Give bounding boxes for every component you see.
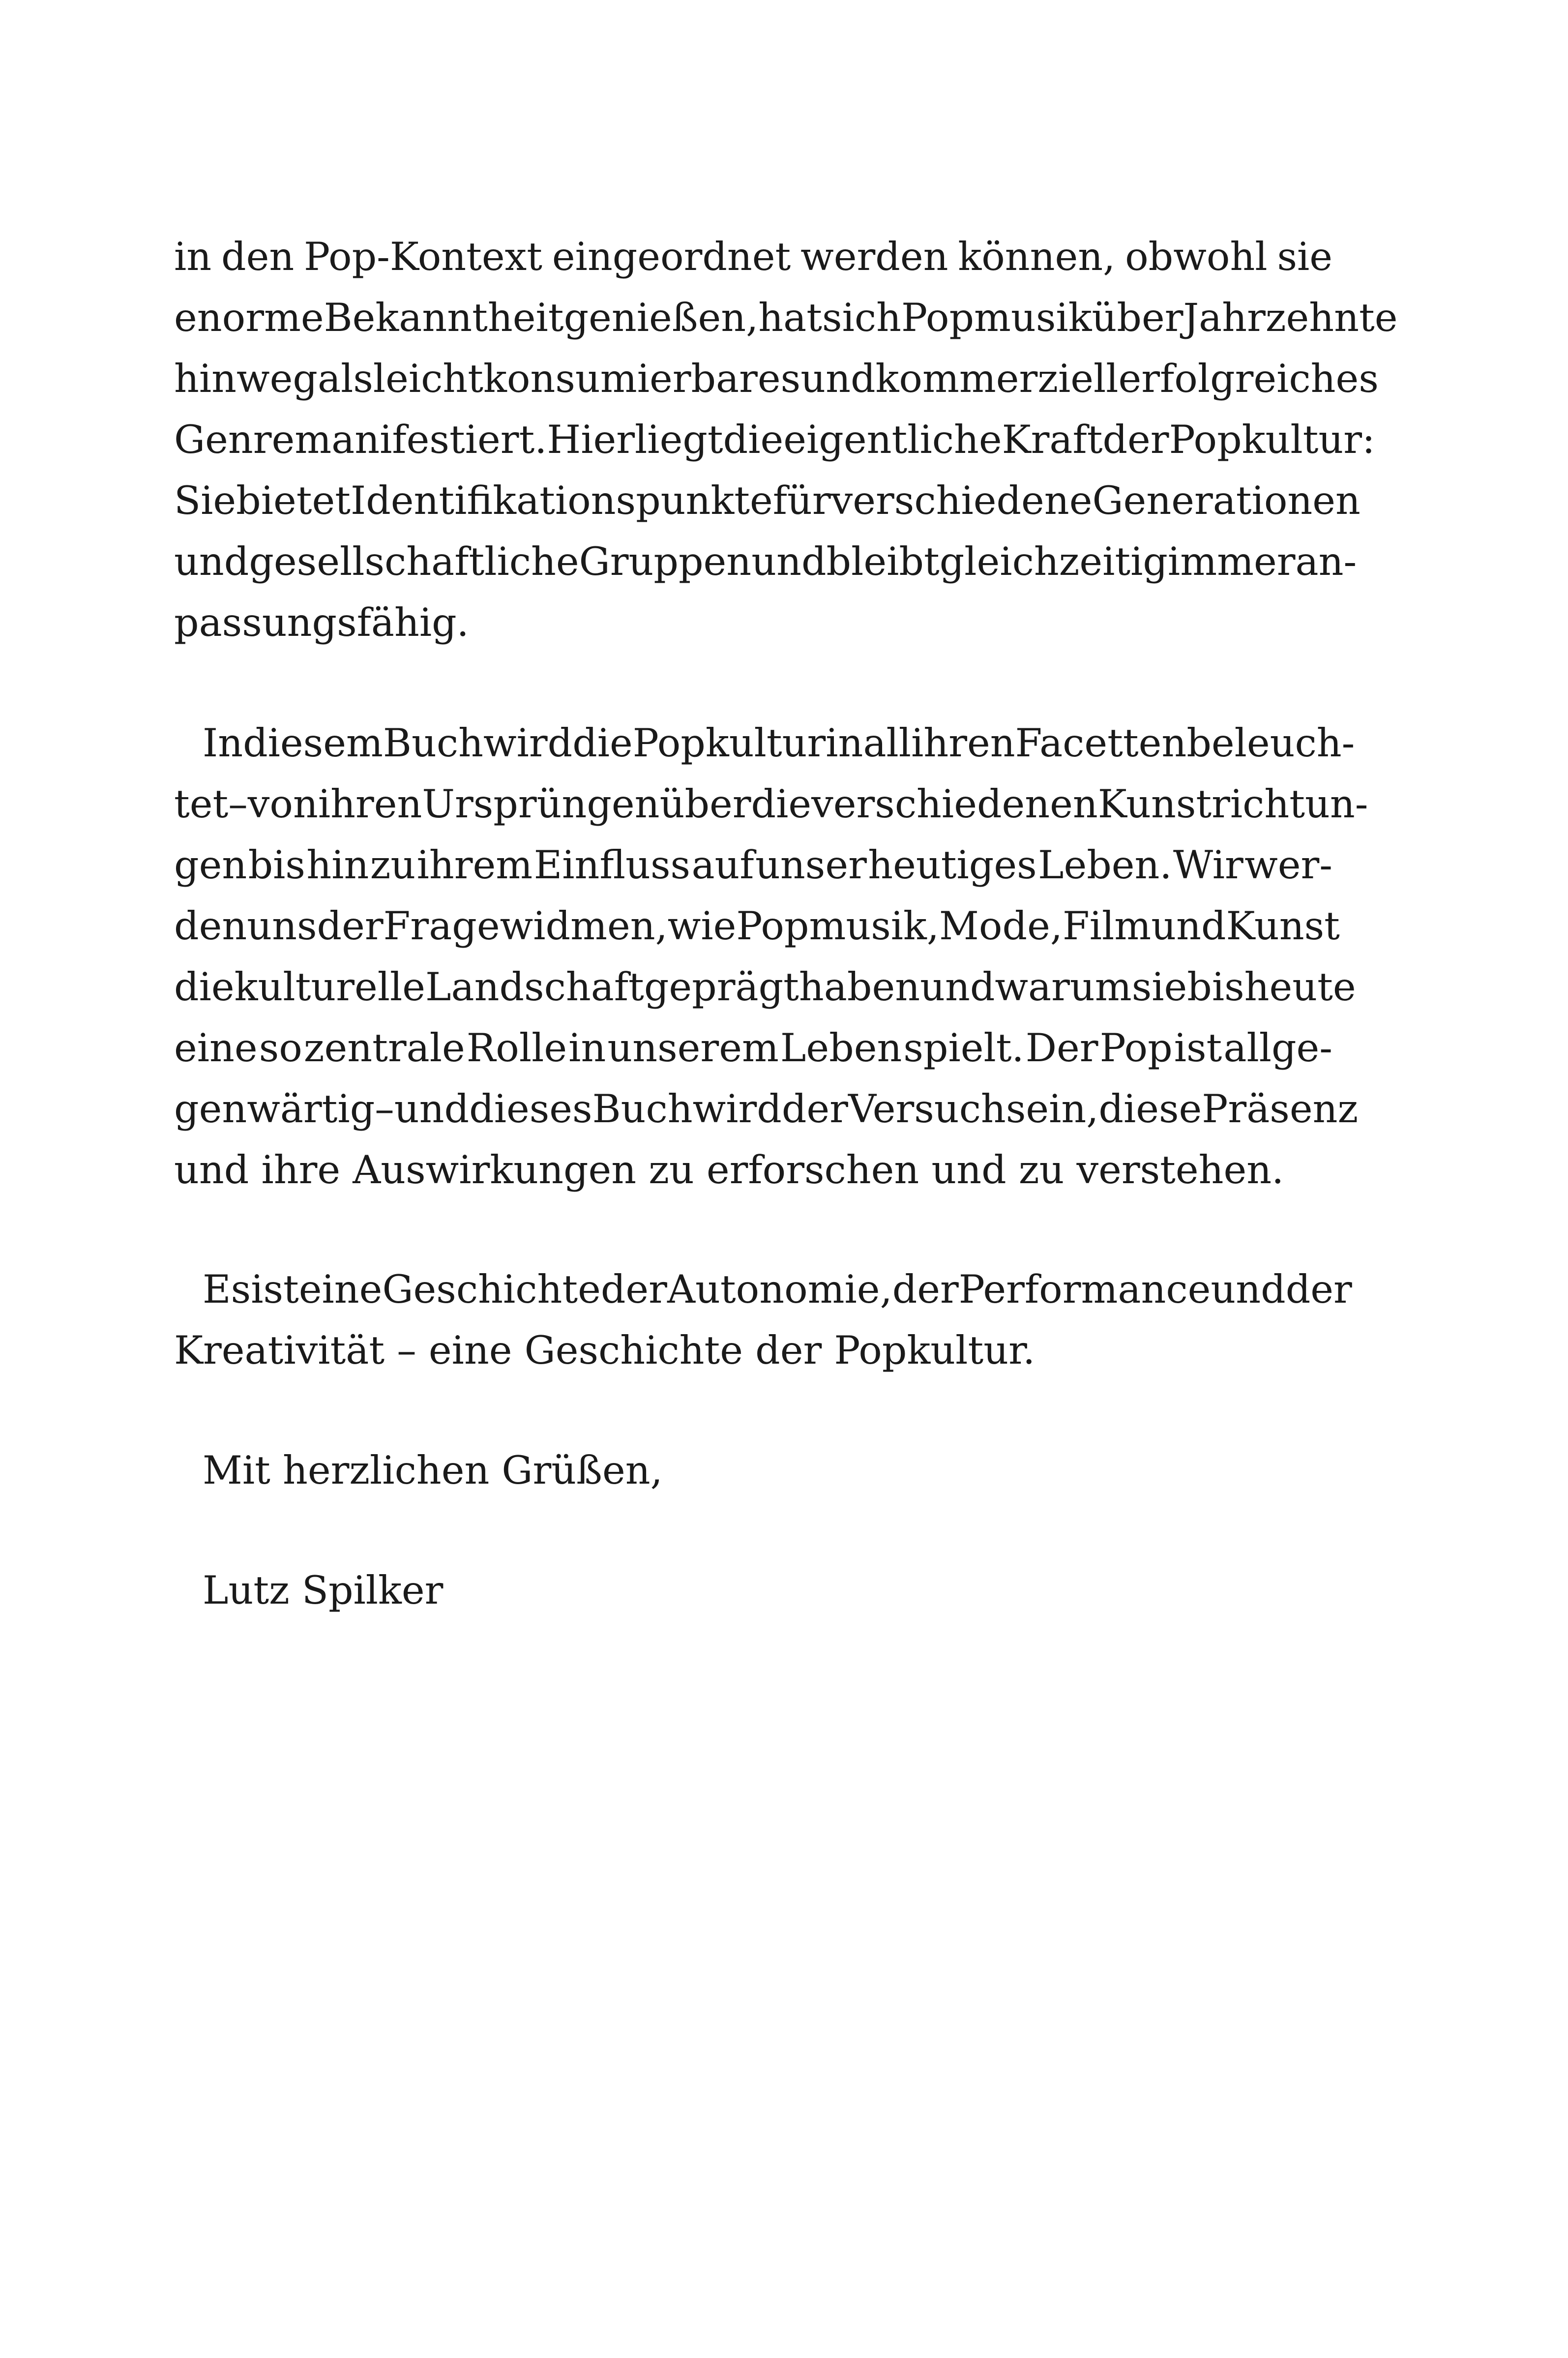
word: Performance [958, 1267, 1211, 1312]
paragraph-line [174, 774, 1368, 835]
paragraph-line [174, 531, 1357, 592]
word: konsumierbares [483, 356, 801, 401]
word: in [568, 1025, 606, 1071]
paragraph-line [174, 287, 1398, 348]
word: auf [691, 842, 754, 888]
word: können, [958, 234, 1116, 279]
word: und [394, 1086, 470, 1132]
word: und [751, 539, 827, 584]
word: ihren [318, 781, 422, 827]
word: Präsenz [1202, 1086, 1359, 1132]
paragraph-line [174, 1017, 1332, 1078]
word: In [203, 720, 243, 766]
word: den [221, 234, 295, 279]
word: widmen, [500, 903, 668, 949]
paragraph-line [174, 835, 1332, 895]
word: dieses [469, 1086, 592, 1132]
word: immer [1167, 539, 1296, 584]
word: der [1285, 1267, 1352, 1312]
word: Versuch [848, 1086, 1006, 1132]
word: über [1092, 295, 1183, 340]
word: geprägt [644, 964, 799, 1010]
word: ist [251, 1267, 299, 1312]
word: und [1151, 903, 1226, 949]
word: Kunstrichtun- [1097, 781, 1368, 827]
word: ist [1174, 1025, 1222, 1071]
word: Popkultur: [1169, 417, 1375, 462]
word: die [751, 781, 812, 827]
word: spielt. [903, 1025, 1024, 1071]
word: Autonomie, [667, 1267, 892, 1312]
word: Film [1062, 903, 1152, 949]
closing-greeting [174, 1440, 1332, 1501]
paragraph-line: passungsfähig. [174, 600, 469, 645]
word: sein, [1006, 1086, 1099, 1132]
word: der [892, 1267, 959, 1312]
word: leicht [373, 356, 484, 401]
word: Bekanntheit [324, 295, 564, 340]
word: Landschaft [425, 964, 644, 1010]
paragraph-line [174, 1078, 1359, 1139]
word: die [572, 720, 633, 766]
paragraph-2 [174, 713, 1368, 1200]
word: all [863, 720, 912, 766]
word: Ursprüngen [422, 781, 660, 827]
word: verschiedene [830, 478, 1093, 523]
word: enorme [174, 295, 324, 340]
word: in [826, 720, 863, 766]
word: erfolgreiches [1118, 356, 1379, 401]
word: Pop [1099, 1025, 1173, 1071]
word: gesellschaftliche [249, 539, 579, 584]
paragraph-line: Kreativität – eine Geschichte der Popkultur. [174, 1328, 1035, 1373]
word: wird [483, 720, 573, 766]
word: heutiges [868, 842, 1037, 888]
word: Popkultur [632, 720, 826, 766]
word: verschiedenen [811, 781, 1098, 827]
word: Popmusik, [736, 903, 940, 949]
word: die [174, 964, 235, 1010]
paragraph-line [174, 470, 1361, 531]
closing-greeting-text: Mit herzlichen Grüßen, [203, 1448, 663, 1493]
word: Hier [547, 417, 635, 462]
word: liegt [635, 417, 723, 462]
word: Leben. [1038, 842, 1172, 888]
paragraph-line [174, 956, 1356, 1017]
word: werden [800, 234, 948, 279]
word: bleibt [826, 539, 940, 584]
word: unserem [607, 1025, 779, 1071]
word: diesem [243, 720, 383, 766]
word: kommerziell [875, 356, 1119, 401]
word: warum [995, 964, 1132, 1010]
word: Jahrzehnte [1183, 295, 1398, 340]
word: Wir [1173, 842, 1243, 888]
paragraph-line: und ihre Auswirkungen zu erforschen und zu verstehen. [174, 1147, 1284, 1193]
word: eine [174, 1025, 258, 1071]
word: Gruppen [579, 539, 752, 584]
paragraph-line [174, 895, 1340, 956]
word: der [781, 1086, 848, 1132]
word: uns [247, 903, 317, 949]
word: und [800, 356, 876, 401]
word: die [723, 417, 784, 462]
word: ihren [911, 720, 1015, 766]
word: an- [1295, 539, 1357, 584]
word: Genre [174, 417, 295, 462]
word: tet [174, 781, 229, 827]
word: zentrale [303, 1025, 465, 1071]
word: gleichzeitig [939, 539, 1168, 584]
word: manifestiert. [295, 417, 547, 462]
word: genießen, [563, 295, 759, 340]
word: kulturelle [234, 964, 426, 1010]
word: heute [1244, 964, 1356, 1010]
word: wie [667, 903, 737, 949]
word: Kunst [1226, 903, 1340, 949]
word: Pop-Kontext [304, 234, 542, 279]
word: haben [799, 964, 920, 1010]
word: der [600, 1267, 667, 1312]
word: genwärtig [174, 1086, 375, 1132]
word: Frage [383, 903, 500, 949]
author-signature [174, 1560, 1332, 1621]
paragraph-line [174, 713, 1355, 774]
word: zu [370, 842, 416, 888]
word: Buch [383, 720, 483, 766]
paragraph-line [174, 348, 1379, 409]
word: Generationen [1092, 478, 1361, 523]
paragraph-line [174, 409, 1375, 470]
word: eingeordnet [552, 234, 791, 279]
word: hinweg [174, 356, 318, 401]
word: Facetten [1015, 720, 1187, 766]
word: Rolle [466, 1025, 567, 1071]
word: Einfluss [533, 842, 691, 888]
word: bietet [236, 478, 351, 523]
paragraph-1 [174, 226, 1398, 653]
word: eine [298, 1267, 383, 1312]
word: Leben [780, 1025, 902, 1071]
word: als [317, 356, 373, 401]
word: über [659, 781, 751, 827]
word: obwohl [1125, 234, 1268, 279]
word: für [772, 478, 831, 523]
word: und [920, 964, 995, 1010]
word: hat [758, 295, 823, 340]
word: Popmusik [901, 295, 1092, 340]
word: und [174, 539, 249, 584]
word: Mode, [939, 903, 1063, 949]
word: Identifikationspunkte [350, 478, 773, 523]
word: hin [306, 842, 369, 888]
word: so [259, 1025, 302, 1071]
paragraph-line [174, 226, 1332, 287]
word: – [375, 1086, 394, 1132]
word: in [174, 234, 212, 279]
word: der [317, 903, 384, 949]
word: der [1102, 417, 1169, 462]
word: allge- [1223, 1025, 1332, 1071]
word: unser [755, 842, 867, 888]
paragraph-3 [174, 1259, 1352, 1381]
word: und [1211, 1267, 1286, 1312]
word: bis [1187, 964, 1244, 1010]
word: von [247, 781, 318, 827]
word: Kraft [1002, 417, 1103, 462]
word: sie [1277, 234, 1332, 279]
word: Der [1025, 1025, 1098, 1071]
word: Es [203, 1267, 251, 1312]
word: Sie [174, 478, 237, 523]
paragraph-line [174, 1259, 1352, 1320]
word: den [174, 903, 247, 949]
word: beleuch- [1186, 720, 1355, 766]
word: ihrem [416, 842, 533, 888]
word: bis [248, 842, 305, 888]
word: sie [1131, 964, 1187, 1010]
word: gen [174, 842, 247, 888]
word: – [228, 781, 248, 827]
author-name: Lutz Spilker [203, 1568, 444, 1613]
word: wer- [1244, 842, 1332, 888]
word: Buch [592, 1086, 693, 1132]
word: diese [1098, 1086, 1202, 1132]
word: eigentliche [783, 417, 1002, 462]
word: Geschichte [382, 1267, 601, 1312]
word: wird [692, 1086, 782, 1132]
word: sich [822, 295, 901, 340]
